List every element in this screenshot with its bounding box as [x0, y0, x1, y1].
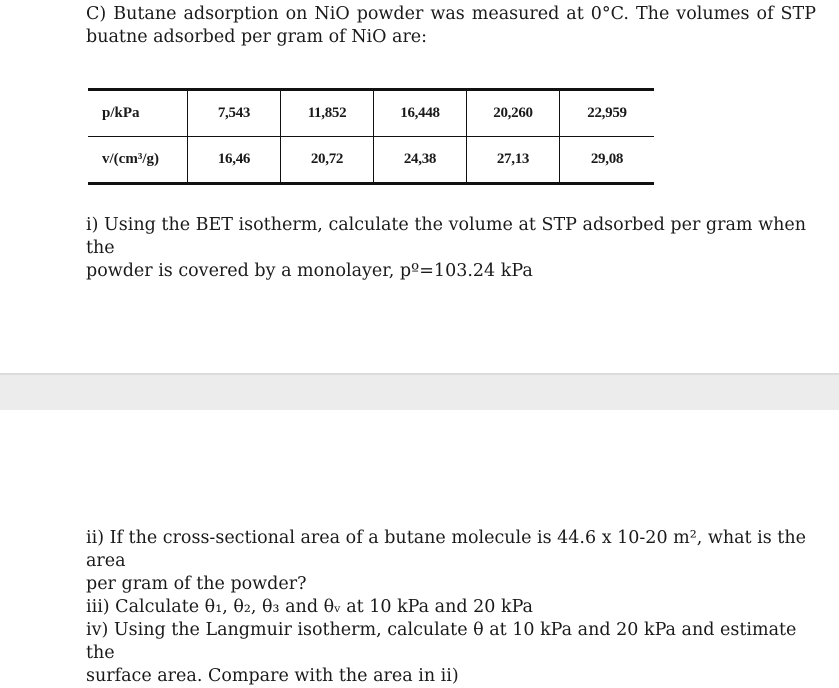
- volume-cell: 16,46: [187, 137, 280, 182]
- pressure-cell: 16,448: [373, 91, 466, 136]
- pressure-cell: 7,543: [187, 91, 280, 136]
- question-iv-line-1: iv) Using the Langmuir isotherm, calculate θ at 10 kPa and 20 kPa and estimate the: [86, 620, 797, 663]
- adsorption-data-table: [88, 88, 654, 185]
- problem-intro: [86, 3, 816, 49]
- question-iv-line-2: surface area. Compare with the area in ii): [86, 666, 459, 686]
- question-i-line-2: powder is covered by a monolayer, pº=103.24 kPa: [86, 261, 533, 281]
- row-header-pressure: p/kPa: [102, 105, 140, 121]
- row-header-volume: v/(cm³/g): [102, 151, 159, 167]
- intro-line-1: C) Butane adsorption on NiO powder was measured at 0°C. The volumes of STP: [86, 4, 816, 24]
- volume-cell: 27,13: [466, 137, 559, 182]
- pressure-cell: 11,852: [280, 91, 373, 136]
- page-separator: [0, 373, 839, 410]
- volume-cell: 24,38: [373, 137, 466, 182]
- pressure-cell: 20,260: [466, 91, 559, 136]
- question-i-line-1: i) Using the BET isotherm, calculate the volume at STP adsorbed per gram when the: [86, 215, 806, 258]
- question-ii-line-2: per gram of the powder?: [86, 574, 307, 594]
- table-row-pressure: [88, 91, 654, 136]
- pressure-cell: 22,959: [559, 91, 654, 136]
- question-ii-line-1: ii) If the cross-sectional area of a butane molecule is 44.6 x 10-20 m², what is the area: [86, 528, 806, 571]
- table-row-volume: [88, 136, 654, 182]
- question-i: [86, 214, 806, 283]
- question-iii: iii) Calculate θ₁, θ₂, θ₃ and θᵥ at 10 kPa and 20 kPa: [86, 597, 533, 617]
- intro-line-2: buatne adsorbed per gram of NiO are:: [86, 27, 428, 47]
- volume-cell: 29,08: [559, 137, 654, 182]
- volume-cell: 20,72: [280, 137, 373, 182]
- questions-ii-iv: [86, 527, 806, 688]
